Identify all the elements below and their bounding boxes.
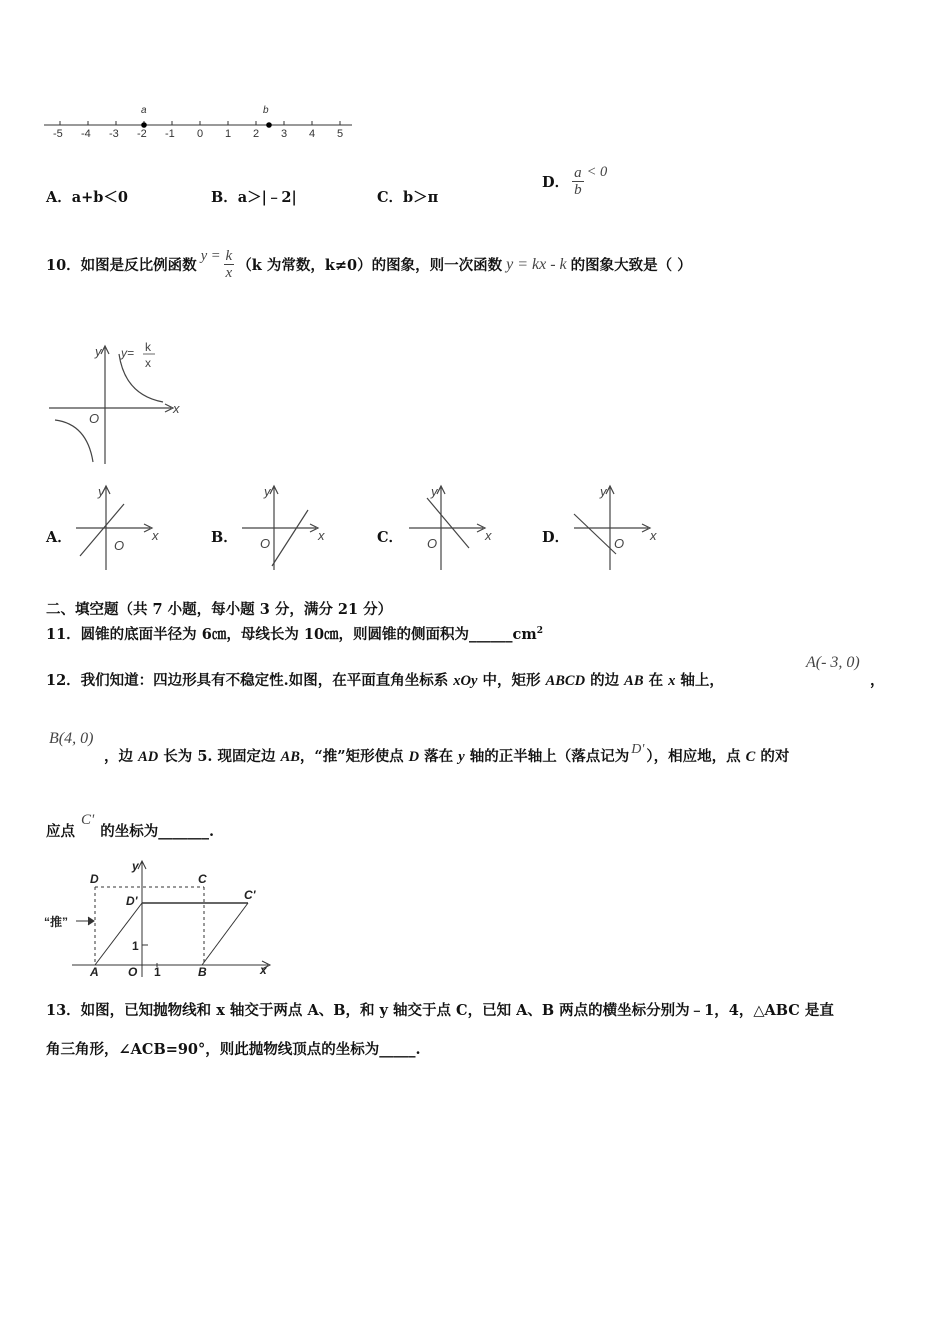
q10-option-a-graph — [72, 482, 172, 572]
q11-text: 11．圆锥的底面半径为 6㎝，母线长为 10㎝，则圆锥的侧面积为______cm — [46, 626, 537, 643]
svg-text:y: y — [132, 859, 139, 873]
number-line-tick-label: -1 — [165, 128, 175, 140]
number-line-tick-label: 2 — [253, 128, 260, 140]
point-a-label: a — [141, 105, 147, 116]
svg-text:x: x — [318, 528, 325, 543]
section-2-heading: 二、填空题（共 7 小题，每小题 3 分，满分 21 分） — [46, 601, 393, 618]
q12-point-b: B(4, 0) — [49, 730, 94, 747]
q12-comma: ， — [870, 672, 885, 689]
q12-point-a: A(- 3, 0) — [806, 654, 860, 671]
q9-option-a: A．a+b＜0 — [46, 189, 129, 206]
point-a-dot — [141, 122, 147, 128]
number-line-tick-label: 0 — [197, 128, 204, 140]
svg-text:y: y — [431, 484, 438, 499]
q11 — [46, 623, 543, 644]
q10-func-den: x — [225, 265, 233, 281]
svg-text:y: y — [95, 344, 102, 359]
q10-option-b-graph — [238, 482, 338, 572]
q9-option-d — [542, 165, 607, 198]
q10-func-lhs: y = — [200, 248, 221, 264]
q9-option-b: B．a＞|﹣2| — [211, 189, 297, 206]
q9-option-c: C．b＞π — [377, 189, 439, 206]
q9-d-denominator: b — [574, 182, 582, 198]
q9-d-rest: < 0 — [586, 163, 608, 180]
q10-number: 10．如图是反比例函数 — [46, 257, 197, 274]
svg-text:C': C' — [244, 888, 256, 902]
svg-text:O: O — [128, 965, 138, 979]
number-line-tick-label: -4 — [81, 128, 91, 140]
number-line-tick-label: 3 — [281, 128, 288, 140]
q10-option-c-graph — [405, 482, 505, 572]
q9-option-d-label: D． — [542, 174, 570, 191]
number-line-tick-label: 4 — [309, 128, 316, 140]
svg-text:“推”: “推” — [44, 915, 69, 929]
svg-text:x: x — [485, 528, 492, 543]
point-b-label: b — [263, 105, 269, 116]
number-line-tick-label: -5 — [53, 128, 63, 140]
q10-option-b-label: B． — [211, 529, 238, 546]
number-line-tick-label: 5 — [337, 128, 344, 140]
q10-option-c-label: C． — [377, 529, 404, 546]
svg-text:D': D' — [126, 894, 138, 908]
q10-func-num: k — [225, 248, 233, 264]
q9-d-numerator: a — [574, 165, 582, 181]
q10-option-d-graph — [570, 482, 670, 572]
svg-text:D: D — [90, 872, 99, 886]
svg-text:O: O — [260, 536, 271, 551]
number-line-tick-label: 1 — [225, 128, 232, 140]
svg-text:1: 1 — [132, 939, 139, 953]
q10-linear: y = kx - k — [506, 255, 567, 273]
svg-text:O: O — [89, 411, 100, 426]
svg-text:x: x — [260, 963, 267, 977]
svg-text:y: y — [264, 484, 271, 499]
svg-text:B: B — [198, 965, 207, 979]
q10-cond: （k 为常数，k≠0）的图象，则一次函数 — [237, 257, 503, 274]
q12-figure — [42, 855, 282, 980]
q10-stem — [46, 248, 692, 281]
svg-text:x: x — [650, 528, 657, 543]
svg-text:1: 1 — [154, 965, 161, 979]
svg-text:A: A — [90, 965, 99, 979]
svg-text:y: y — [98, 484, 105, 499]
q13-line2: 角三角形，∠ACB=90°，则此抛物线顶点的坐标为_____. — [46, 1041, 421, 1058]
q12-line3: 应点C'的坐标为_______. — [46, 812, 215, 840]
number-line — [40, 100, 360, 140]
svg-text:y: y — [600, 484, 607, 499]
q12-line1: 12．我们知道：四边形具有不稳定性.如图，在平面直角坐标系 xOy 中，矩形 ABCD 的边 AB 在 x 轴上， — [46, 672, 724, 689]
number-line-tick-label: -3 — [109, 128, 119, 140]
svg-text:x: x — [145, 356, 151, 370]
number-line-tick-label: -2 — [137, 128, 147, 140]
svg-text:k: k — [145, 340, 151, 354]
q12-line2: ，边 AD 长为 5. 现固定边 AB，“推”矩形使点 D 落在 y 轴的正半轴上（落点记为 D' ），相应地，点 C 的对 — [104, 742, 790, 765]
svg-text:x: x — [173, 401, 180, 416]
q10-option-a-label: A． — [46, 529, 72, 546]
q10-hyperbola-graph — [45, 340, 185, 470]
q11-sup: 2 — [536, 626, 543, 637]
q10-end: 的图象大致是（ ） — [570, 257, 692, 274]
svg-text:O: O — [614, 536, 625, 551]
svg-text:O: O — [427, 536, 438, 551]
point-b-dot — [266, 122, 272, 128]
svg-text:y=: y= — [121, 346, 135, 360]
svg-text:x: x — [152, 528, 159, 543]
q10-option-d-label: D． — [542, 529, 570, 546]
q13-line1: 13．如图，已知抛物线和 x 轴交于两点 A、B，和 y 轴交于点 C，已知 A、B 两点的横坐标分别为﹣1，4，△ABC 是直 — [46, 1002, 834, 1019]
svg-text:O: O — [114, 538, 125, 553]
svg-text:C: C — [198, 872, 207, 886]
